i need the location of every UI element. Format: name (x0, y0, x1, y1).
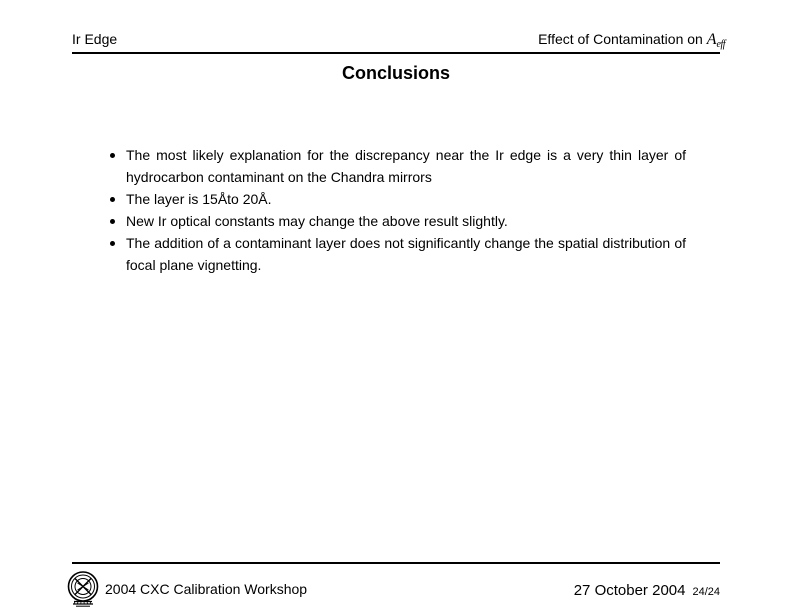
bullet-text: The addition of a contaminant layer does not significantly change the spatial distribution of focal plane vignetting. (126, 235, 686, 273)
footer-right (72, 582, 720, 599)
page-number: 24/24 (692, 586, 720, 598)
bullet-text: The most likely explanation for the discrepancy near the Ir edge is a very thin layer of hydrocarbon contaminant on the Chandra mirrors (126, 147, 686, 185)
bullet-icon (110, 241, 115, 246)
list-item (110, 144, 688, 188)
footer-date-label: 27 October 2004 (573, 582, 686, 599)
footer-workshop-label: 2004 CXC Calibration Workshop (105, 581, 308, 597)
list-item (110, 188, 688, 210)
bullet-list (110, 144, 688, 276)
page-title: Conclusions (341, 63, 450, 83)
header-right-text: Effect of Contamination on (538, 31, 707, 47)
header-rule (72, 52, 720, 54)
header-left-label: Ir Edge (72, 31, 118, 47)
footer-rule (72, 562, 720, 564)
bullet-icon (110, 153, 115, 158)
bullet-icon (110, 197, 115, 202)
math-symbol-aeff: A (706, 31, 717, 48)
list-item (110, 232, 688, 276)
bullet-icon (110, 219, 115, 224)
bullet-text: The layer is 15Åto 20Å. (126, 191, 272, 207)
list-item (110, 210, 688, 232)
bullet-text: New Ir optical constants may change the above result slightly. (126, 213, 508, 229)
slide-header (72, 31, 725, 50)
header-right-label (538, 31, 725, 50)
math-subscript-eff: eff (716, 39, 725, 50)
